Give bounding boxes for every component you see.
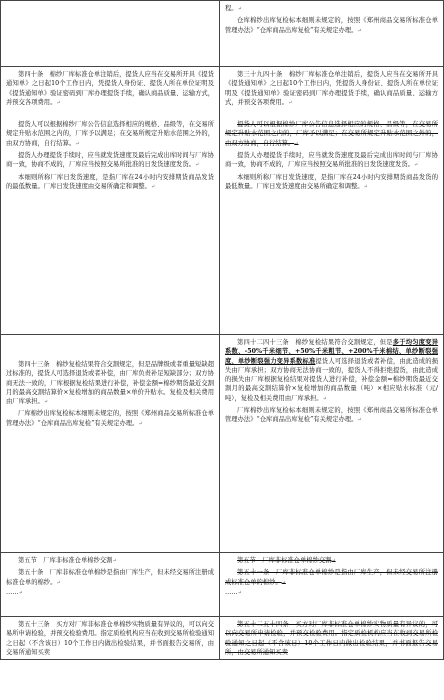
- table-row: [1, 553, 444, 617]
- text-paragraph: 第五十条 厂库非标准仓单棉纱是指由厂库生产，但未经交易所注册成标准仓单的棉纱。↵: [6, 569, 214, 586]
- section-heading: 第五节 厂库非标准仓单棉纱交割↵: [237, 557, 336, 564]
- text-paragraph: 本细则所称厂库日发货速度，是指厂库在24小时内安排期货商品发货的最低数量。厂库日发货速度由交易所确定和调整。↵: [6, 173, 214, 190]
- text-paragraph: 厂库棉纱出库复检标本细则未规定的，按照《郑州商品交易所标准仓单管理办法》“仓库商品出库复检”有关规定办理。↵: [225, 407, 438, 424]
- original-cell: [1, 335, 220, 553]
- deleted-paragraph: 第五十一条 厂库非标准仓单棉纱是指由厂库生产，但未经交易所注册成标准仓单的棉纱。↵: [225, 569, 438, 586]
- section-heading: 第五节 厂库非标准仓单棉纱交割↵: [18, 557, 117, 564]
- text-paragraph: 仓库棉纱出库复检标本细则未规定的，按照《郑州商品交易所标准仓单管理办法》“仓库商品出库复检”有关规定办理。↵: [225, 17, 438, 34]
- text-paragraph: 第四十三条 棉纱复检结果符合交割规定，但是品牌级或者重量短缺超过标准的，提货人可选择退货或者补偿，由厂库负责补足短缺部分；双方协商无法一致的，厂库根据复检结果进行补偿，补偿金额=棉纱期货最近交割月的最高交割结算价×复检增加的商品数量×单价升贴水。复检及相关费用由厂库承担。↵: [6, 361, 214, 406]
- revised-cell: [220, 553, 444, 617]
- text-paragraph: 第五十三条 买方对厂库非标准仓单棉纱实物质量有异议的，可以向交易所申请检验，并预交检验费用。指定质检机构应当在收到交易所检验通知之日起（不含该日）10个工作日内做出检验结果，并书面报告交易所，由交易所通知买卖: [6, 621, 214, 656]
- original-cell: [1, 1, 220, 67]
- original-cell: [1, 553, 220, 617]
- revised-cell: [220, 67, 444, 335]
- table-row: [1, 1, 444, 67]
- text-paragraph: 第四十二四十三条 棉纱复检结果符合交割规定，但是多于均匀度变异系数、-50%千米细节、+50%千米粗节、+200%千米棉结、单纱断裂强度、单纱断裂强力变异系数标准提货人可选择退货或者补偿，由此造成的损失由厂库承担；双方协商无法协商一致的，提货人不得拒绝提货，由此造成的损失由厂库根据复检结果对提货人进行补偿，补偿金额=棉纱期货最近交割月的最高交割结算价×复检增加的商品数量（吨）×相应贴水标准（元/吨），复检及相关费用由厂库承担。↵: [225, 339, 439, 402]
- text-paragraph: 本细则所称厂库日发货速度，是指厂库在24小时内安排期货商品发货的最低数量。厂库日发货速度由交易所确定和调整。↵: [225, 173, 438, 190]
- text-paragraph: 程。↵: [225, 5, 242, 12]
- inserted-text: 多于均匀度变异系数、-50%千米细节、+50%千米粗节、+200%千米棉结、单纱断裂强度、单纱断裂强力变异系数标准: [225, 339, 439, 365]
- deleted-paragraph: 提货人可以根据棉纱厂库公告信息选择相应的规格、品级等，在交易所规定升贴水范围之内的，厂库予以满足；在交易所规定升贴水范围之外的，由双方协商，自行结算。↵: [225, 121, 438, 147]
- text-paragraph: 第四十条 棉纱厂库标准仓单注销后，提货人应当在交易所开具《提货通知单》之日起10个工作日内，凭提货人身份证、提货人所在单位证明及《提货通知单》验证密码到厂库办理提货手续，确认商品质量、运输方式，并预交各项费用。↵: [6, 71, 214, 106]
- original-cell: [1, 617, 220, 660]
- table-row: [1, 617, 444, 660]
- text-paragraph: 提货人可以根据棉纱厂库公告信息选择相应的规格、品级等，在交易所规定升贴水范围之内的，厂库予以满足；在交易所规定升贴水范围之外的，由双方协商，自行结算。↵: [6, 121, 214, 147]
- deleted-paragraph: 第五十二五十四条 买方对厂库非标准仓单棉纱实物质量有异议的，可以向交易所申请检验，并预交检验费用。指定质检机构应当在收到交易所检验通知之日起（不含该日）10个工作日内做出检验结果，并书面报告交易所，由交易所通知买卖: [225, 621, 438, 656]
- revised-cell: [220, 1, 444, 67]
- text-paragraph: 提货人办理提货手续时，应当就发货速度及最后完成出库时间与厂库协商一致，协商不成的，厂库应当按照交易所批准的日发货速度发货。↵: [6, 152, 214, 169]
- original-cell: [1, 67, 220, 335]
- text-paragraph: 厂库棉纱出库复检标本细则未规定的，按照《郑州商品交易所标准仓单管理办法》“仓库商品出库复检”有关规定办理。↵: [6, 410, 214, 427]
- revised-cell: [220, 617, 444, 660]
- table-row: [1, 67, 444, 335]
- ellipsis: ……↵: [225, 588, 242, 596]
- text-paragraph: 第三十九四十条 棉纱厂库标准仓单注销后，提货人应当在交易所开具《提货通知单》之日起10个工作日内，凭提货人身份证、提货人所在单位证明及《提货通知单》验证密码到厂库办理提货手续，确认商品质量、运输方式，并预交各项费用。↵: [225, 71, 438, 106]
- revised-cell: [220, 335, 444, 553]
- table-row: [1, 335, 444, 553]
- text-paragraph: 提货人办理提货手续时，应当就发货速度及最后完成出库时间与厂库协商一致，协商不成的，厂库应当按照交易所批准的日发货速度发货。↵: [225, 152, 438, 169]
- ellipsis: ……↵: [6, 588, 23, 596]
